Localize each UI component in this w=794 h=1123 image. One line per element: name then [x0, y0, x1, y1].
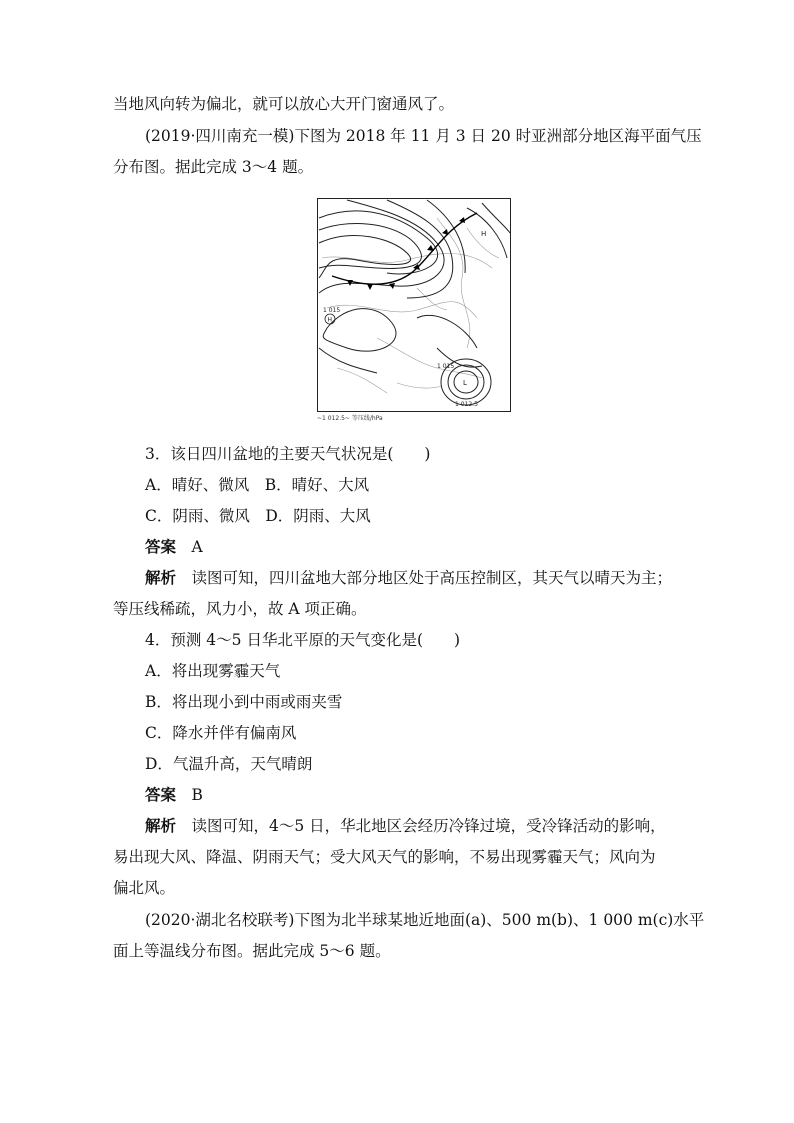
analysis-text: 读图可知，4～5 日，华北地区会经历冷锋过境，受冷锋活动的影响，	[191, 817, 666, 835]
answer-value: A	[191, 538, 203, 556]
sea-level-pressure-map	[317, 198, 511, 412]
answer-label: 答案	[145, 786, 177, 804]
q3-options-row2: C．阴雨、微风 D．阴雨、大风	[145, 507, 371, 525]
q4-option-c: C．降水并伴有偏南风	[145, 724, 297, 742]
analysis-label: 解析	[145, 569, 177, 587]
high-pressure-label-sichuan: H	[327, 316, 333, 324]
question-stem-3-4-line1: (2019·四川南充一模)下图为 2018 年 11 月 3 日 20 时亚洲部分地区海平面气压	[145, 127, 702, 145]
q4-option-d: D．气温升高，天气晴朗	[145, 755, 313, 773]
q3-answer	[145, 537, 203, 557]
isobar-value-1015: 1 015	[323, 307, 341, 314]
question-stem-5-6-line1: (2020·湖北名校联考)下图为北半球某地近地面(a)、500 m(b)、1 000 m(c)水平	[145, 911, 705, 929]
q3-analysis-line2: 等压线稀疏，风力小，故 A 项正确。	[113, 600, 367, 618]
question-stem-3-4-line2: 分布图。据此完成 3～4 题。	[113, 158, 314, 176]
high-pressure-label-ne: H	[481, 230, 487, 238]
answer-value: B	[191, 786, 203, 804]
q4-analysis-line2: 易出现大风、降温、阴雨天气；受大风天气的影响，不易出现雾霾天气；风向为	[113, 848, 656, 866]
q4-stem: 4．预测 4～5 日华北平原的天气变化是( )	[145, 631, 461, 649]
question-stem-5-6-line2: 面上等温线分布图。据此完成 5～6 题。	[113, 942, 391, 960]
analysis-text: 读图可知，四川盆地大部分地区处于高压控制区，其天气以晴天为主；	[191, 569, 673, 587]
low-pressure-label: L	[463, 379, 467, 387]
q4-option-a: A．将出现雾霾天气	[145, 662, 281, 680]
intro-line: 当地风向转为偏北，就可以放心大开门窗通风了。	[113, 95, 455, 113]
q3-analysis-line1	[145, 568, 672, 588]
analysis-label: 解析	[145, 817, 177, 835]
q4-answer	[145, 785, 203, 805]
map-legend: ~1 012.5~ 等压线/hPa	[317, 415, 383, 422]
q3-stem: 3．该日四川盆地的主要天气状况是( )	[145, 445, 431, 463]
q3-options-row1: A．晴好、微风 B．晴好、大风	[145, 476, 370, 494]
q4-option-b: B．将出现小到中雨或雨夹雪	[145, 693, 343, 711]
isobar-value-1012-5: 1 012.5	[455, 401, 478, 408]
q4-analysis-line1	[145, 816, 666, 836]
answer-label: 答案	[145, 538, 177, 556]
q4-analysis-line3: 偏北风。	[113, 879, 176, 897]
isobar-value-1015-low: 1 015	[437, 363, 455, 370]
